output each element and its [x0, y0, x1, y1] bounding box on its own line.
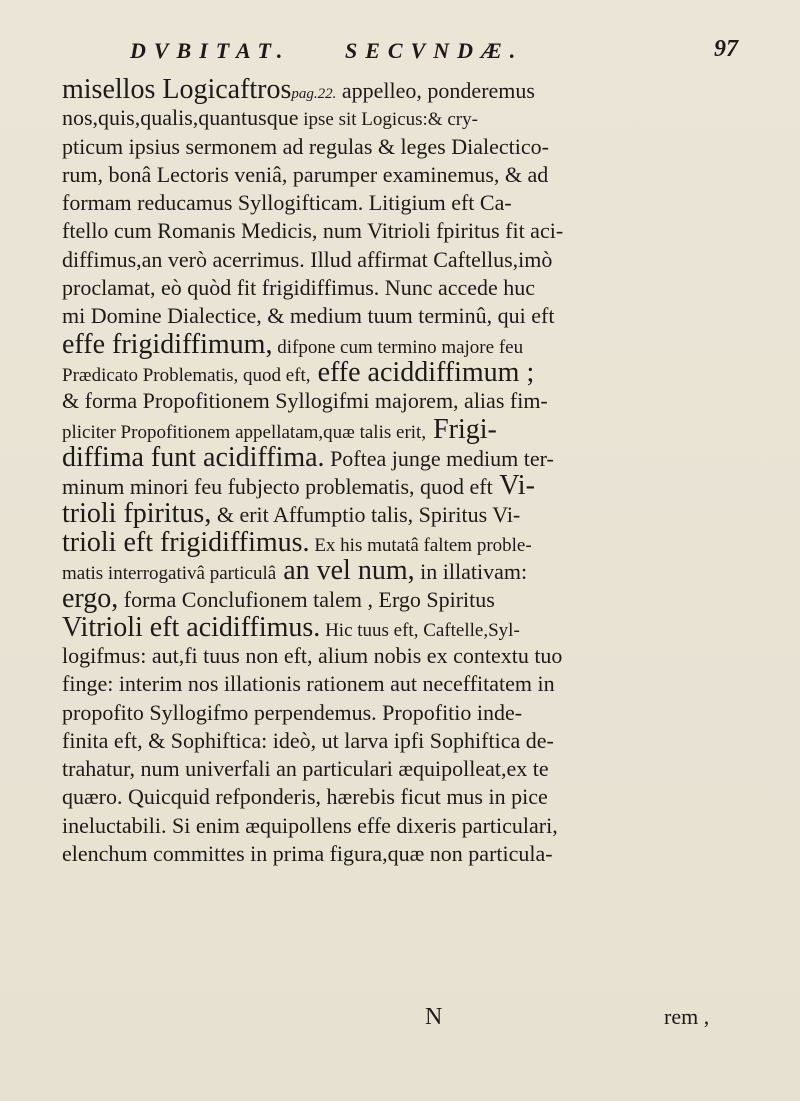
line-text: Hic tuus eft, Caftelle,Syl-	[320, 619, 520, 641]
line-text: ineluctabili. Si enim æquipollens effe dixeris particulari,	[62, 812, 558, 838]
page-reference: pag.22.	[291, 86, 337, 102]
line-text: effe frigidiffimum,	[62, 328, 273, 360]
line-text: minum minori feu fubjecto problematis, quod eft	[62, 474, 493, 500]
line-text: Prædicato Problematis, quod eft,	[62, 364, 311, 386]
text-line	[62, 840, 682, 868]
line-text: quæro. Quicquid refponderis, hærebis ficut mus in pice	[62, 784, 548, 810]
text-line	[62, 274, 682, 302]
text-line	[62, 356, 682, 388]
line-text: misellos Logicaftros	[62, 74, 292, 105]
page-number: 97	[714, 36, 738, 62]
text-line	[62, 755, 682, 783]
line-text: matis interrogativâ particulâ	[62, 563, 277, 585]
line-text: & erit Affumptio talis, Spiritus Vi-	[211, 502, 521, 528]
line-text: difpone cum termino majore feu	[272, 336, 524, 358]
line-text: Vi-	[492, 470, 535, 502]
line-text: rum, bonâ Lectoris veniâ, parumper examinemus, & ad	[62, 161, 549, 187]
line-text: an vel num,	[276, 555, 415, 587]
text-line	[62, 413, 682, 445]
catchword: rem ,	[664, 1004, 710, 1029]
line-text: Frigi-	[426, 413, 497, 445]
text-line	[62, 585, 682, 613]
line-text: trahatur, num univerfali an particulari æquipolleat,ex te	[62, 756, 549, 782]
line-text: diffimus,an verò acerrimus. Illud affirmat Caftellus,imò	[62, 246, 553, 272]
text-line	[62, 133, 682, 161]
line-text: ipse sit Logicus:& cry-	[298, 109, 478, 131]
running-header-left: DVBITAT.	[130, 38, 291, 63]
text-line	[62, 76, 682, 104]
line-text: mi Domine Dialectice, & medium tuum terminû, qui eft	[62, 303, 555, 329]
text-line	[62, 783, 682, 811]
line-text: finge: interim nos illationis rationem aut neceffitatem in	[62, 671, 555, 697]
body-text	[62, 76, 682, 868]
line-text: ftello cum Romanis Medicis, num Vitrioli fpiritus fit aci-	[62, 218, 564, 244]
text-line	[62, 441, 682, 473]
line-text: finita eft, & Sophiftica: ideò, ut larva ipfi Sophiftica de-	[62, 727, 554, 753]
text-line	[62, 557, 682, 585]
line-text: diffima funt acidiffima.	[62, 441, 325, 473]
line-text: trioli eft frigidiffimus.	[62, 526, 310, 558]
line-text: pticum ipsius sermonem ad regulas & leges Dialectico-	[62, 133, 549, 159]
line-text: trioli fpiritus,	[62, 498, 212, 530]
running-header	[130, 38, 670, 72]
text-line	[62, 472, 682, 500]
text-line	[62, 500, 682, 528]
text-line	[62, 387, 682, 415]
line-text: effe aciddiffimum ;	[310, 356, 535, 388]
line-text: propofito Syllogifmo perpendemus. Propofitio inde-	[62, 699, 523, 725]
line-text: pliciter Propofitionem appellatam,quæ talis erit,	[62, 421, 427, 443]
text-line	[62, 611, 682, 643]
text-line	[62, 189, 682, 217]
line-text: Poftea junge medium ter-	[324, 445, 554, 471]
text-line	[62, 642, 682, 670]
text-line	[62, 526, 682, 558]
line-text: appelleo, ponderemus	[336, 78, 535, 103]
line-text: elenchum committes in prima figura,quæ non particula-	[62, 841, 553, 867]
line-text: Ex his mutatâ faltem proble-	[309, 534, 532, 556]
running-header-right: SECVNDÆ.	[345, 38, 524, 63]
text-line	[62, 161, 682, 189]
text-line	[62, 727, 682, 755]
line-text: logifmus: aut,fi tuus non eft, alium nobis ex contextu tuo	[62, 642, 563, 668]
line-text: & forma Propofitionem Syllogifmi majorem, alias fim-	[62, 388, 548, 414]
text-line	[62, 670, 682, 698]
line-text: formam reducamus Syllogifticam. Litigium eft Ca-	[62, 190, 512, 216]
line-text: proclamat, eò quòd fit frigidiffimus. Nunc accede huc	[62, 275, 536, 301]
line-text: forma Conclufionem talem , Ergo Spiritus	[118, 587, 495, 613]
signature-mark: N	[425, 1004, 443, 1030]
text-line	[62, 246, 682, 274]
text-line	[62, 302, 682, 330]
line-text: in illativam:	[414, 559, 528, 585]
line-text: ergo,	[62, 583, 119, 615]
text-line	[62, 328, 682, 360]
line-text: nos,quis,qualis,quantusque	[62, 105, 299, 131]
text-line	[62, 699, 682, 727]
text-line	[62, 217, 682, 245]
line-text: Vitrioli eft acidiffimus.	[62, 611, 321, 643]
text-line	[62, 104, 682, 132]
text-line	[62, 812, 682, 840]
